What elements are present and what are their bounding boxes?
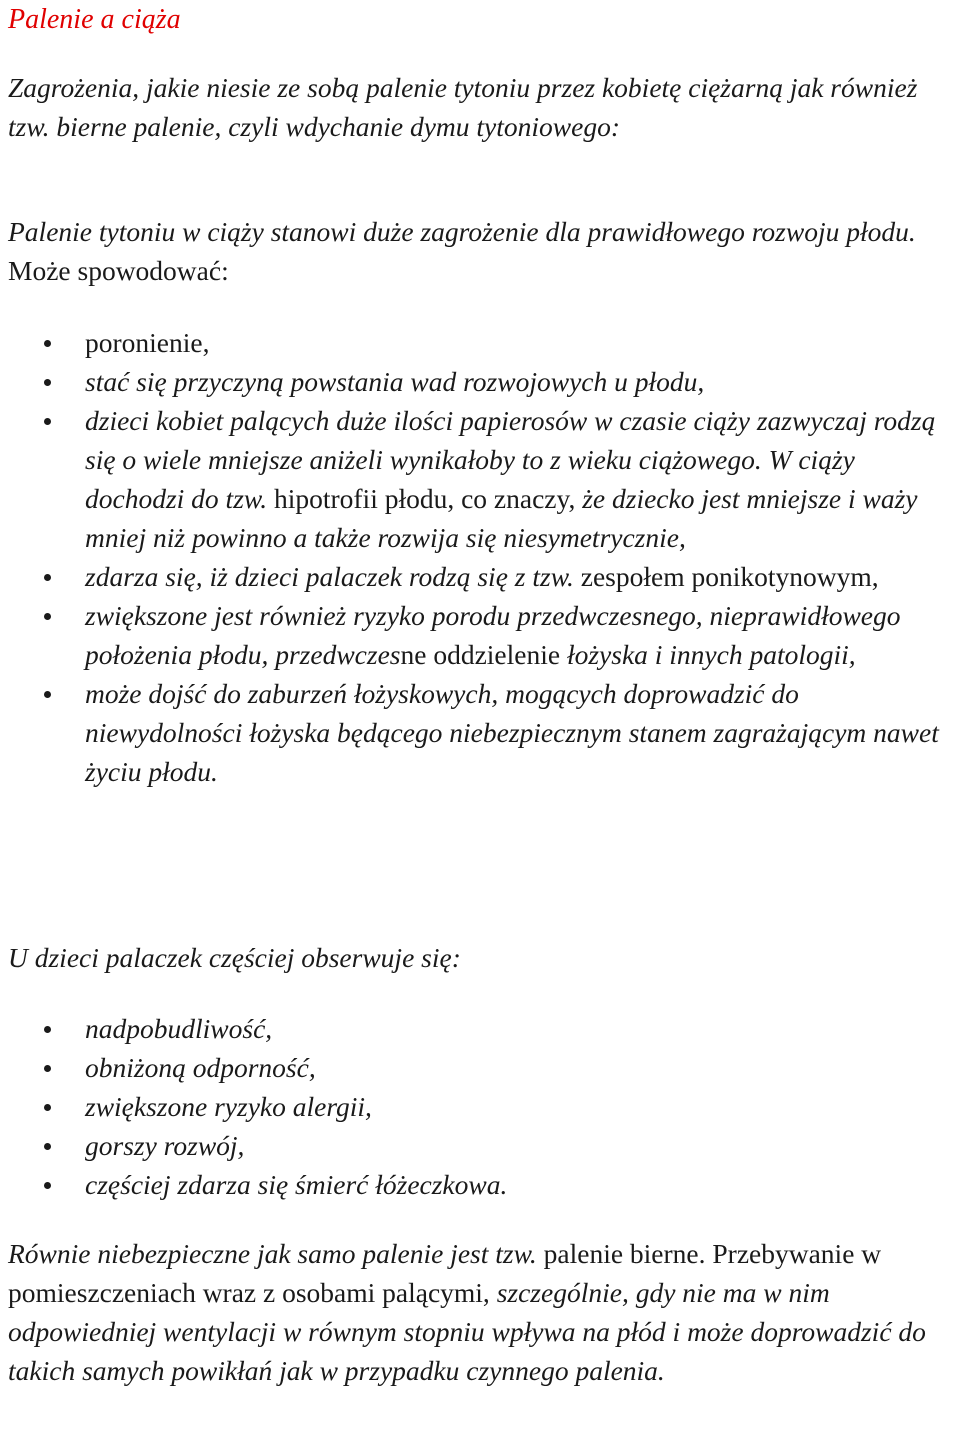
list-item: zwiększone ryzyko alergii, <box>0 1087 958 1126</box>
risk-text-regular: Może spowodować: <box>8 255 229 286</box>
list-item: częściej zdarza się śmierć łóżeczkowa. <box>0 1165 958 1204</box>
section-heading: U dzieci palaczek częściej obserwuje się: <box>8 942 461 973</box>
risk-paragraph <box>8 212 958 290</box>
list-item: poronienie, <box>0 323 958 362</box>
children-effects-list <box>0 1009 958 1204</box>
intro-paragraph: Zagrożenia, jakie niesie ze sobą palenie tytoniu przez kobietę ciężarną jak również tzw. bierne palenie, czyli wdychanie dymu tytoniowego: <box>8 72 918 142</box>
list-item: gorszy rozwój, <box>0 1126 958 1165</box>
list-item: obniżoną odporność, <box>0 1048 958 1087</box>
effects-list <box>0 323 958 791</box>
list-item: stać się przyczyną powstania wad rozwojowych u płodu, <box>0 362 958 401</box>
list-item: zwiększone jest również ryzyko porodu przedwczesnego, nieprawidłowego położenia płodu, przedwczesne oddzielenie łożyska i innych patologii, <box>0 596 958 674</box>
risk-text-italic: Palenie tytoniu w ciąży stanowi duże zagrożenie dla prawidłowego rozwoju płodu. <box>8 216 916 247</box>
page-title: Palenie a ciąża <box>8 4 181 35</box>
list-item: dzieci kobiet palących duże ilości papierosów w czasie ciąży zazwyczaj rodzą się o wiele mniejsze aniżeli wynikałoby to z wieku ciążowego. W ciąży dochodzi do tzw. hipotrofii płodu, co znaczy, że dziecko jest mniejsze i waży mniej niż powinno a także rozwija się niesymetrycznie, <box>0 401 958 557</box>
closing-paragraph: Równie niebezpieczne jak samo palenie jest tzw. palenie bierne. Przebywanie w pomieszczeniach wraz z osobami palącymi, szczególnie, gdy nie ma w nim odpowiedniej wentylacji w równym stopniu wpływa na płód i może doprowadzić do takich samych powikłań jak w przypadku czynnego palenia. <box>8 1238 926 1386</box>
list-item: nadpobudliwość, <box>0 1009 958 1048</box>
list-item: może dojść do zaburzeń łożyskowych, mogących doprowadzić do niewydolności łożyska będącego niebezpiecznym stanem zagrażającym nawet życiu płodu. <box>0 674 958 791</box>
list-item: zdarza się, iż dzieci palaczek rodzą się z tzw. zespołem ponikotynowym, <box>0 557 958 596</box>
